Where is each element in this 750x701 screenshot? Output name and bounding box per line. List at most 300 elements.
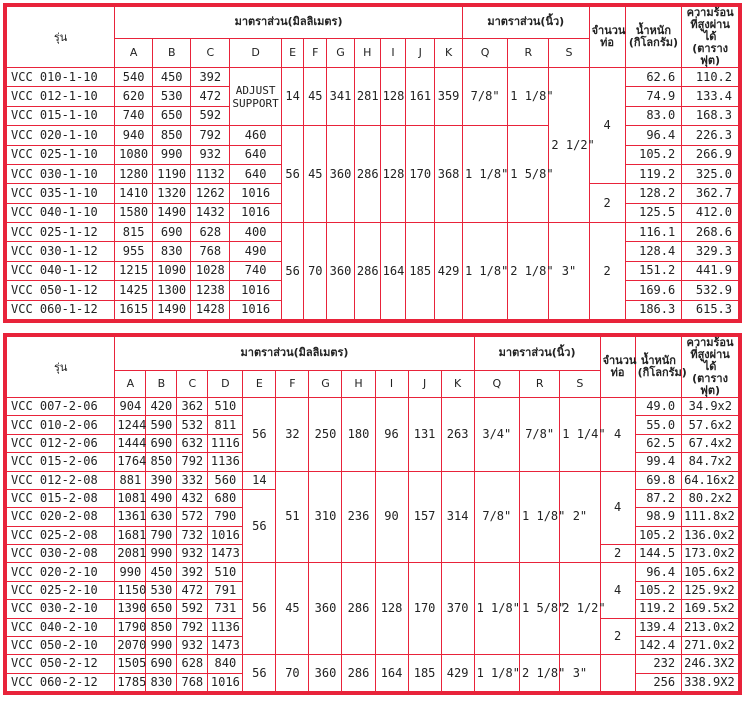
cell: 990: [153, 145, 191, 164]
cell: 1410: [115, 184, 153, 203]
cell: 811: [208, 416, 243, 434]
model-cell: VCC 030-1-12: [7, 242, 115, 261]
model-cell: VCC 010-1-10: [7, 68, 115, 87]
cell: 450: [153, 68, 191, 87]
cell: 87.2: [635, 489, 681, 507]
cell: 329.3: [682, 242, 739, 261]
header-mm-group: มาตราส่วน(มิลลิเมตร): [115, 7, 463, 39]
cell: 99.4: [635, 453, 681, 471]
model-cell: VCC 030-1-10: [7, 164, 115, 183]
cell: 441.9: [682, 261, 739, 280]
header-inch-group: มาตราส่วน(นิ้ว): [474, 337, 600, 371]
cell: 83.0: [625, 106, 682, 125]
cell: 2": [560, 471, 600, 563]
cell: 45: [276, 563, 309, 655]
table-row: [7, 68, 739, 87]
cell: 932: [177, 636, 208, 654]
cell: 57.6x2: [682, 416, 739, 434]
col-header: G: [327, 38, 355, 67]
cell: 169.6: [625, 281, 682, 300]
cell: 881: [115, 471, 146, 489]
cell: 620: [115, 87, 153, 106]
cell: 3": [560, 655, 600, 692]
cell: 412.0: [682, 203, 739, 222]
cell: 286: [354, 223, 380, 320]
cell: 360: [327, 126, 355, 223]
cell: 650: [146, 600, 177, 618]
header-model: รุ่น: [7, 337, 115, 398]
cell: 2: [600, 545, 635, 563]
cell: 125.5: [625, 203, 682, 222]
cell: 420: [146, 398, 177, 416]
cell: 790: [146, 526, 177, 544]
cell: 1490: [153, 300, 191, 320]
cell: 4: [600, 471, 635, 545]
cell: 2: [600, 618, 635, 655]
cell: 532: [177, 416, 208, 434]
cell: 640: [230, 164, 281, 183]
col-header: B: [153, 38, 191, 67]
cell: 1390: [115, 600, 146, 618]
cell: 226.3: [682, 126, 739, 145]
header-inch-group: มาตราส่วน(นิ้ว): [462, 7, 589, 39]
model-cell: VCC 060-2-12: [7, 673, 115, 691]
header-heat: ความร้อนที่สูงผ่านได้ (ตารางฟุต): [682, 337, 739, 398]
cell: 1300: [153, 281, 191, 300]
col-header: B: [146, 370, 177, 397]
cell: 161: [406, 68, 435, 126]
cell: 1016: [208, 673, 243, 691]
cell: 472: [191, 87, 230, 106]
cell: 490: [230, 242, 281, 261]
cell: 119.2: [625, 164, 682, 183]
cell: 792: [177, 453, 208, 471]
cell: 1681: [115, 526, 146, 544]
cell: 429: [441, 655, 474, 692]
cell: 362: [177, 398, 208, 416]
cell: 640: [230, 145, 281, 164]
cell: 540: [115, 68, 153, 87]
cell: 128.4: [625, 242, 682, 261]
cell: 932: [177, 545, 208, 563]
cell: 185: [406, 223, 435, 320]
cell: 56: [281, 223, 304, 320]
cell: 133.4: [682, 87, 739, 106]
cell: 96.4: [625, 126, 682, 145]
cell: 268.6: [682, 223, 739, 242]
cell: 232: [635, 655, 681, 673]
cell: 1150: [115, 581, 146, 599]
cell: 1132: [191, 164, 230, 183]
col-header: H: [342, 370, 375, 397]
cell: 2: [589, 184, 625, 223]
cell: 360: [309, 655, 342, 692]
model-cell: VCC 015-2-06: [7, 453, 115, 471]
cell: 530: [153, 87, 191, 106]
cell: 45: [304, 126, 327, 223]
cell: 1790: [115, 618, 146, 636]
cell: 1505: [115, 655, 146, 673]
col-header: A: [115, 370, 146, 397]
cell: 105.2: [625, 145, 682, 164]
cell: 990: [115, 563, 146, 581]
model-cell: VCC 050-2-12: [7, 655, 115, 673]
cell: 1016: [208, 526, 243, 544]
model-cell: VCC 060-1-12: [7, 300, 115, 320]
col-header: Q: [474, 370, 519, 397]
cell: 368: [435, 126, 463, 223]
model-cell: VCC 035-1-10: [7, 184, 115, 203]
cell: 450: [146, 563, 177, 581]
cell: 341: [327, 68, 355, 126]
cell: 105.6x2: [682, 563, 739, 581]
cell: 1473: [208, 545, 243, 563]
cell: 1016: [230, 300, 281, 320]
cell: 392: [177, 563, 208, 581]
cell: 1262: [191, 184, 230, 203]
cell: 271.0x2: [682, 636, 739, 654]
col-header: D: [208, 370, 243, 397]
model-cell: VCC 025-2-08: [7, 526, 115, 544]
col-header: J: [406, 38, 435, 67]
cell: 96: [375, 398, 408, 472]
cell: 740: [115, 106, 153, 125]
cell: 286: [342, 563, 375, 655]
cell: 136.0x2: [682, 526, 739, 544]
cell: 2: [589, 223, 625, 320]
model-cell: VCC 015-2-08: [7, 489, 115, 507]
model-cell: VCC 010-2-06: [7, 416, 115, 434]
col-header: S: [560, 370, 600, 397]
cell: 128: [380, 126, 406, 223]
cell: 325.0: [682, 164, 739, 183]
cell: 180: [342, 398, 375, 472]
cell: 151.2: [625, 261, 682, 280]
cell: 1 1/8": [508, 68, 549, 126]
model-cell: VCC 040-2-10: [7, 618, 115, 636]
cell: 1 5/8": [508, 126, 549, 223]
cell: 250: [309, 398, 342, 472]
cell: 560: [208, 471, 243, 489]
cell: 69.8: [635, 471, 681, 489]
cell: 64.16x2: [682, 471, 739, 489]
cell: 472: [177, 581, 208, 599]
cell: 56: [243, 489, 276, 563]
cell: 510: [208, 398, 243, 416]
cell: 432: [177, 489, 208, 507]
cell: 768: [177, 673, 208, 691]
cell: 286: [354, 126, 380, 223]
cell: 3": [549, 223, 589, 320]
cell: 990: [146, 545, 177, 563]
cell: 490: [146, 489, 177, 507]
cell: 632: [177, 434, 208, 452]
cell: 213.0x2: [682, 618, 739, 636]
col-header: K: [435, 38, 463, 67]
cell: 105.2: [635, 526, 681, 544]
cell: 732: [177, 526, 208, 544]
cell: 186.3: [625, 300, 682, 320]
cell: 256: [635, 673, 681, 691]
cell: 359: [435, 68, 463, 126]
cell: 128.2: [625, 184, 682, 203]
cell: 1 1/8": [462, 223, 507, 320]
cell: 34.9x2: [682, 398, 739, 416]
cell: 170: [406, 126, 435, 223]
cell: 164: [380, 223, 406, 320]
cell: 1 1/8": [474, 563, 519, 655]
cell: 1 1/8": [462, 126, 507, 223]
cell: 1 5/8": [520, 563, 560, 655]
cell: 164: [375, 655, 408, 692]
cell: 62.5: [635, 434, 681, 452]
cell: 1081: [115, 489, 146, 507]
cell: 170: [408, 563, 441, 655]
cell: 45: [304, 68, 327, 126]
header-tubes: จำนวนท่อ: [600, 337, 635, 398]
cell: 815: [115, 223, 153, 242]
cell: 1 1/8": [474, 655, 519, 692]
cell: 131: [408, 398, 441, 472]
cell: 173.0x2: [682, 545, 739, 563]
cell: 80.2x2: [682, 489, 739, 507]
cell: 1490: [153, 203, 191, 222]
cell: 168.3: [682, 106, 739, 125]
cell: 263: [441, 398, 474, 472]
cell: 630: [146, 508, 177, 526]
col-header: Q: [462, 38, 507, 67]
cell: 70: [276, 655, 309, 692]
cell: 169.5x2: [682, 600, 739, 618]
cell: 56: [243, 563, 276, 655]
cell: 830: [146, 673, 177, 691]
model-cell: VCC 020-1-10: [7, 126, 115, 145]
cell: 98.9: [635, 508, 681, 526]
cell: 332: [177, 471, 208, 489]
cell: 1136: [208, 453, 243, 471]
col-header: H: [354, 38, 380, 67]
table-row: [7, 563, 739, 581]
model-cell: VCC 050-2-10: [7, 636, 115, 654]
cell: 56: [243, 398, 276, 472]
cell: 628: [177, 655, 208, 673]
cell: 1116: [208, 434, 243, 452]
cell: [600, 655, 635, 692]
header-model: รุ่น: [7, 7, 115, 68]
cell: 51: [276, 471, 309, 563]
cell: 1090: [153, 261, 191, 280]
cell: 338.9X2: [682, 673, 739, 691]
col-header: I: [375, 370, 408, 397]
cell: 2070: [115, 636, 146, 654]
cell: 1785: [115, 673, 146, 691]
cell: 990: [146, 636, 177, 654]
model-cell: VCC 020-2-08: [7, 508, 115, 526]
cell: 310: [309, 471, 342, 563]
cell: 7/8": [462, 68, 507, 126]
cell: 1580: [115, 203, 153, 222]
cell: 1028: [191, 261, 230, 280]
cell: 7/8": [474, 471, 519, 563]
cell: 1 1/4": [560, 398, 600, 472]
model-cell: VCC 040-1-10: [7, 203, 115, 222]
cell: 615.3: [682, 300, 739, 320]
cell: 246.3X2: [682, 655, 739, 673]
model-cell: VCC 012-2-06: [7, 434, 115, 452]
header-weight: น้ำหนัก (กิโลกรัม): [625, 7, 682, 68]
col-header: F: [304, 38, 327, 67]
cell: 792: [177, 618, 208, 636]
header-tubes: จำนวนท่อ: [589, 7, 625, 68]
table-row: [7, 126, 739, 145]
cell: 1016: [230, 184, 281, 203]
cell: 790: [208, 508, 243, 526]
cell: 70: [304, 223, 327, 320]
cell: 314: [441, 471, 474, 563]
cell: 67.4x2: [682, 434, 739, 452]
cell: 56: [281, 126, 304, 223]
cell: 128: [375, 563, 408, 655]
table-row: [7, 398, 739, 416]
cell: 4: [600, 563, 635, 618]
cell: 2 1/8": [508, 223, 549, 320]
spec-table-1: [3, 3, 742, 323]
cell: 1764: [115, 453, 146, 471]
cell: 690: [153, 223, 191, 242]
cell: 1473: [208, 636, 243, 654]
model-cell: VCC 025-1-12: [7, 223, 115, 242]
cell: 116.1: [625, 223, 682, 242]
cell: 791: [208, 581, 243, 599]
cell: 144.5: [635, 545, 681, 563]
cell: 266.9: [682, 145, 739, 164]
model-cell: VCC 012-1-10: [7, 87, 115, 106]
cell: 628: [191, 223, 230, 242]
cell: 56: [243, 655, 276, 692]
cell: 1244: [115, 416, 146, 434]
cell: 360: [309, 563, 342, 655]
cell: 125.9x2: [682, 581, 739, 599]
col-header: G: [309, 370, 342, 397]
cell: 96.4: [635, 563, 681, 581]
cell: 1016: [230, 281, 281, 300]
cell: 32: [276, 398, 309, 472]
cell: 1425: [115, 281, 153, 300]
table-row: [7, 471, 739, 489]
cell: 840: [208, 655, 243, 673]
cell: 510: [208, 563, 243, 581]
cell: 2 1/2": [549, 68, 589, 223]
cell: 1444: [115, 434, 146, 452]
header-weight: น้ำหนัก (กิโลกรัม): [635, 337, 681, 398]
model-cell: VCC 025-2-10: [7, 581, 115, 599]
cell: 904: [115, 398, 146, 416]
model-cell: VCC 020-2-10: [7, 563, 115, 581]
cell: 680: [208, 489, 243, 507]
cell: 850: [153, 126, 191, 145]
model-cell: VCC 025-1-10: [7, 145, 115, 164]
cell: 14: [281, 68, 304, 126]
model-cell: VCC 007-2-06: [7, 398, 115, 416]
cell: 236: [342, 471, 375, 563]
cell: 370: [441, 563, 474, 655]
col-header: S: [549, 38, 589, 67]
cell: 62.6: [625, 68, 682, 87]
col-header: J: [408, 370, 441, 397]
cell: 690: [146, 434, 177, 452]
cell: 2081: [115, 545, 146, 563]
cell: 74.9: [625, 87, 682, 106]
cell: 1361: [115, 508, 146, 526]
cell: 590: [146, 416, 177, 434]
cell: 111.8x2: [682, 508, 739, 526]
table-row: [7, 223, 739, 242]
cell: 1238: [191, 281, 230, 300]
cell: 55.0: [635, 416, 681, 434]
cell: 731: [208, 600, 243, 618]
cell: ADJUST SUPPORT: [230, 68, 281, 126]
col-header: E: [243, 370, 276, 397]
cell: 850: [146, 618, 177, 636]
cell: 90: [375, 471, 408, 563]
cell: 532.9: [682, 281, 739, 300]
col-header: K: [441, 370, 474, 397]
model-cell: VCC 050-1-12: [7, 281, 115, 300]
cell: 592: [191, 106, 230, 125]
cell: 1432: [191, 203, 230, 222]
model-cell: VCC 040-1-12: [7, 261, 115, 280]
cell: 650: [153, 106, 191, 125]
cell: 3/4": [474, 398, 519, 472]
model-cell: VCC 030-2-08: [7, 545, 115, 563]
cell: 940: [115, 126, 153, 145]
col-header: E: [281, 38, 304, 67]
cell: 830: [153, 242, 191, 261]
cell: 792: [191, 126, 230, 145]
cell: 14: [243, 471, 276, 489]
cell: 1615: [115, 300, 153, 320]
col-header: F: [276, 370, 309, 397]
cell: 955: [115, 242, 153, 261]
cell: 157: [408, 471, 441, 563]
cell: 740: [230, 261, 281, 280]
col-header: D: [230, 38, 281, 67]
cell: 1016: [230, 203, 281, 222]
spec-table-2: [3, 333, 742, 695]
cell: 460: [230, 126, 281, 145]
model-cell: VCC 015-1-10: [7, 106, 115, 125]
cell: 362.7: [682, 184, 739, 203]
cell: 286: [342, 655, 375, 692]
cell: 281: [354, 68, 380, 126]
cell: 7/8": [520, 398, 560, 472]
cell: 49.0: [635, 398, 681, 416]
cell: 932: [191, 145, 230, 164]
cell: 429: [435, 223, 463, 320]
header-mm-group: มาตราส่วน(มิลลิเมตร): [115, 337, 474, 371]
cell: 1136: [208, 618, 243, 636]
cell: 1 1/8": [520, 471, 560, 563]
cell: 1280: [115, 164, 153, 183]
cell: 400: [230, 223, 281, 242]
cell: 1215: [115, 261, 153, 280]
cell: 142.4: [635, 636, 681, 654]
cell: 84.7x2: [682, 453, 739, 471]
col-header: I: [380, 38, 406, 67]
cell: 530: [146, 581, 177, 599]
cell: 572: [177, 508, 208, 526]
cell: 360: [327, 223, 355, 320]
